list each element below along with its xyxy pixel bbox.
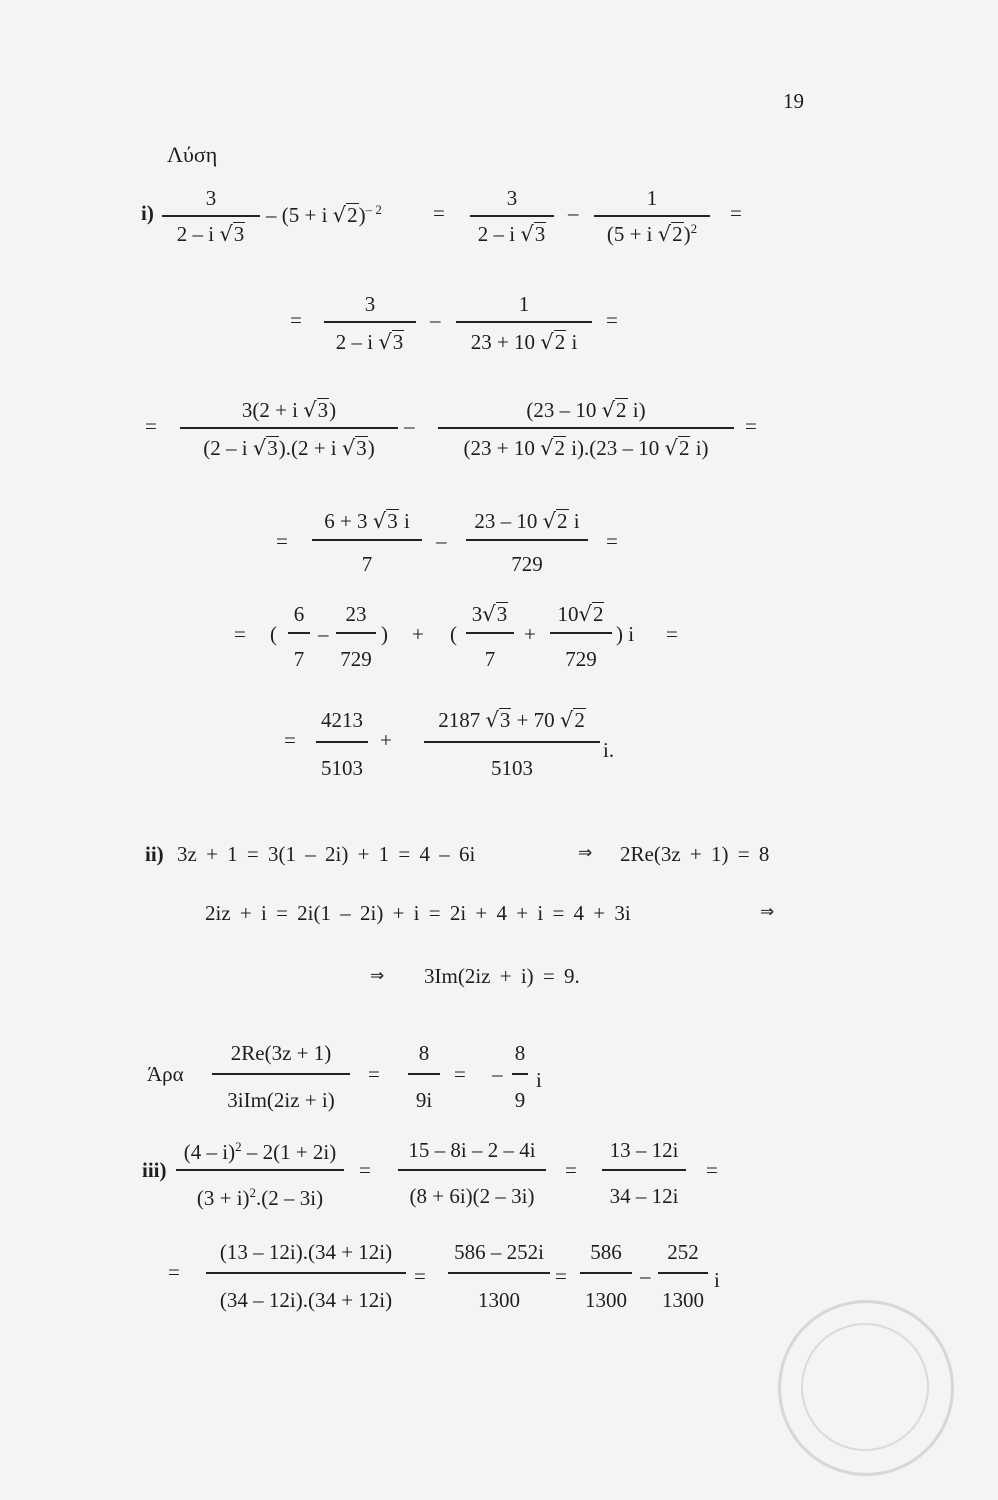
text: .(2 – 3i) <box>256 1186 324 1210</box>
radicand: 3 <box>387 509 398 533</box>
text: i) <box>690 436 709 460</box>
fraction <box>456 294 592 364</box>
text: (4 – i) <box>183 1140 236 1164</box>
fraction-bar <box>466 539 588 541</box>
numerator: 8 <box>514 1041 526 1065</box>
text: 10 <box>557 602 579 626</box>
radicand: 2 <box>592 602 604 626</box>
fraction <box>438 398 734 470</box>
library-stamp-inner-ring <box>801 1323 929 1451</box>
fraction <box>398 1140 546 1212</box>
sqrt-sign: √ <box>559 708 574 732</box>
numerator: 3 <box>506 186 518 210</box>
exponent: 2 <box>690 221 698 236</box>
radicand: 2 <box>347 203 358 227</box>
plus-sign: + <box>412 622 424 646</box>
imaginary-unit: i <box>536 1068 542 1092</box>
numerator <box>438 398 734 421</box>
numerator <box>550 602 612 625</box>
right-paren: ) <box>381 622 388 646</box>
denominator <box>456 330 592 353</box>
denominator: (8 + 6i)(2 – 3i) <box>409 1184 535 1208</box>
fraction-bar <box>316 741 368 743</box>
sqrt-sign: √ <box>482 602 496 626</box>
equation-line: 3z + 1 = 3(1 – 2i) + 1 = 4 – 6i <box>177 842 476 866</box>
numerator: (13 – 12i).(34 + 12i) <box>219 1240 393 1264</box>
text: – (5 + i <box>266 203 333 227</box>
fraction-bar <box>512 1073 528 1075</box>
denominator <box>162 222 260 245</box>
fraction <box>312 509 422 581</box>
fraction-bar <box>470 215 554 217</box>
fraction <box>176 1140 344 1212</box>
expression <box>266 203 382 226</box>
fraction-bar <box>594 215 710 217</box>
fraction-bar <box>398 1169 546 1171</box>
denominator <box>438 436 734 459</box>
fraction-bar <box>456 321 592 323</box>
numerator: 8 <box>418 1041 430 1065</box>
numerator <box>176 1140 344 1163</box>
fraction <box>424 708 600 780</box>
equals-sign: = <box>168 1260 180 1284</box>
exponent: 2 <box>235 1139 242 1154</box>
minus-sign: – <box>436 529 447 553</box>
equals-sign: = <box>368 1062 380 1086</box>
sqrt-sign: √ <box>252 436 267 460</box>
text: i).(23 – 10 <box>565 436 665 460</box>
denominator: 3iIm(2iz + i) <box>227 1088 335 1112</box>
denominator: 7 <box>484 647 496 671</box>
fraction <box>594 188 710 258</box>
radicand: 3 <box>356 436 367 460</box>
text: 2 – i <box>335 330 379 354</box>
text: 2 – i <box>176 222 220 246</box>
fraction <box>448 1242 550 1316</box>
equation-result: 3Im(2iz + i) = 9. <box>424 964 580 988</box>
equals-sign: = <box>555 1264 567 1288</box>
text: (23 + 10 <box>463 436 541 460</box>
part-ii-label: ii) <box>145 842 164 866</box>
numerator: 1 <box>518 292 530 316</box>
text: – 2(1 + 2i) <box>241 1140 337 1164</box>
fraction-bar <box>466 632 514 634</box>
sqrt-sign: √ <box>542 509 557 533</box>
denominator: 1300 <box>662 1288 704 1312</box>
plus-sign: + <box>380 728 392 752</box>
fraction-bar <box>212 1073 350 1075</box>
page-number: 19 <box>783 89 804 113</box>
fraction <box>512 1043 528 1113</box>
radicand: 3 <box>534 222 546 246</box>
text: 6 + 3 <box>324 509 373 533</box>
fraction-bar <box>288 632 310 634</box>
numerator: 586 <box>590 1240 622 1264</box>
equals-sign: = <box>290 308 302 332</box>
implies-arrow: ⇒ <box>760 902 775 922</box>
fraction-bar <box>424 741 600 743</box>
denominator: (34 – 12i).(34 + 12i) <box>219 1288 393 1312</box>
fraction-bar <box>180 427 398 429</box>
equals-sign: = <box>745 414 757 438</box>
equals-sign: = <box>234 622 246 646</box>
solution-heading: Λύση <box>167 142 218 167</box>
radicand: 2 <box>554 330 566 354</box>
fraction <box>336 604 376 670</box>
text: ) <box>329 398 337 422</box>
fraction-bar <box>580 1272 632 1274</box>
radicand: 2 <box>574 708 585 732</box>
sqrt-sign: √ <box>578 602 592 626</box>
equals-sign: = <box>454 1062 466 1086</box>
denominator <box>470 222 554 245</box>
numerator: 23 <box>345 602 367 626</box>
sqrt-sign: √ <box>303 398 317 422</box>
text: i <box>568 509 580 533</box>
numerator: 15 – 8i – 2 – 4i <box>408 1138 536 1162</box>
fraction-bar <box>324 321 416 323</box>
sqrt-sign: √ <box>332 203 347 227</box>
fraction <box>212 1043 350 1113</box>
text: ) <box>683 222 691 246</box>
fraction-bar <box>408 1073 440 1075</box>
equals-sign: = <box>414 1264 426 1288</box>
radicand: 2 <box>557 509 568 533</box>
sqrt-sign: √ <box>341 436 356 460</box>
equals-sign: = <box>276 529 288 553</box>
denominator <box>180 436 398 459</box>
radicand: 3 <box>392 330 404 354</box>
denominator: 7 <box>293 647 305 671</box>
text: i <box>566 330 578 354</box>
equals-sign: = <box>145 414 157 438</box>
minus-sign: – <box>568 201 579 225</box>
left-paren: ( <box>450 622 457 646</box>
numerator <box>466 509 588 532</box>
equals-sign: = <box>565 1158 577 1182</box>
equation-line: 2iz + i = 2i(1 – 2i) + i = 2i + 4 + i = 4 + 3i <box>205 901 631 925</box>
text: 3(2 + i <box>241 398 304 422</box>
text: (3 + i) <box>196 1186 250 1210</box>
equals-sign: = <box>606 308 618 332</box>
denominator <box>324 330 416 353</box>
text: ) <box>367 436 375 460</box>
fraction <box>324 294 416 364</box>
text: (23 – 10 <box>526 398 602 422</box>
sqrt-sign: √ <box>664 436 678 460</box>
text: ).(2 + i <box>278 436 342 460</box>
fraction-bar <box>438 427 734 429</box>
numerator: 13 – 12i <box>609 1138 679 1162</box>
part-i-label: i) <box>141 201 154 225</box>
text: 23 + 10 <box>470 330 541 354</box>
sqrt-sign: √ <box>657 222 672 246</box>
text: i) <box>627 398 646 422</box>
fraction <box>316 710 368 780</box>
numerator: 3 <box>205 186 217 210</box>
imaginary-unit: i <box>714 1268 720 1292</box>
fraction-bar <box>176 1169 344 1171</box>
denominator <box>594 222 710 245</box>
sqrt-sign: √ <box>485 708 499 732</box>
fraction-bar <box>448 1272 550 1274</box>
fraction <box>550 602 612 670</box>
text: 2187 <box>438 708 486 732</box>
fraction-bar <box>206 1272 406 1274</box>
text: (5 + i <box>606 222 658 246</box>
denominator: 1300 <box>585 1288 627 1312</box>
denominator: 729 <box>511 552 543 576</box>
denominator: 5103 <box>321 756 363 780</box>
text: (2 – i <box>203 436 253 460</box>
radicand: 2 <box>616 398 627 422</box>
implies-arrow: ⇒ <box>578 843 593 863</box>
library-stamp <box>778 1300 954 1476</box>
equation-result: 2Re(3z + 1) = 8 <box>620 842 770 866</box>
fraction-bar <box>312 539 422 541</box>
fraction <box>602 1140 686 1212</box>
plus-sign: + <box>524 622 536 646</box>
numerator: 1 <box>646 186 658 210</box>
fraction-bar <box>336 632 376 634</box>
minus-sign: – <box>640 1264 651 1288</box>
equals-sign: = <box>706 1158 718 1182</box>
equals-sign: = <box>359 1158 371 1182</box>
minus-sign: – <box>404 414 415 438</box>
fraction <box>658 1242 708 1316</box>
sqrt-sign: √ <box>378 330 392 354</box>
fraction <box>180 398 398 470</box>
text: i <box>398 509 410 533</box>
fraction <box>470 188 554 258</box>
fraction-bar <box>658 1272 708 1274</box>
exponent: – 2 <box>365 202 382 217</box>
ara-label: Άρα <box>147 1062 184 1086</box>
radicand: 3 <box>317 398 329 422</box>
fraction <box>466 509 588 581</box>
numerator: 4213 <box>321 708 363 732</box>
left-paren: ( <box>270 622 277 646</box>
fraction <box>162 188 260 258</box>
radicand: 3 <box>233 222 245 246</box>
sqrt-sign: √ <box>219 222 233 246</box>
sqrt-sign: √ <box>601 398 616 422</box>
numerator: 586 – 252i <box>454 1240 544 1264</box>
fraction-bar <box>602 1169 686 1171</box>
fraction-bar <box>162 215 260 217</box>
fraction <box>466 602 514 670</box>
radicand: 2 <box>678 436 690 460</box>
text: 3 <box>471 602 483 626</box>
text: 23 – 10 <box>474 509 543 533</box>
fraction <box>288 604 310 670</box>
equals-sign: = <box>730 201 742 225</box>
sqrt-sign: √ <box>540 330 554 354</box>
sqrt-sign: √ <box>372 509 387 533</box>
text: ) <box>358 203 366 227</box>
fraction <box>206 1242 406 1316</box>
denominator: 5103 <box>491 756 533 780</box>
numerator <box>180 398 398 421</box>
radicand: 2 <box>554 436 565 460</box>
denominator: 1300 <box>478 1288 520 1312</box>
text: + 70 <box>511 708 560 732</box>
imaginary-unit: i. <box>603 738 615 762</box>
sqrt-sign: √ <box>540 436 554 460</box>
equals-sign: = <box>606 529 618 553</box>
denominator: 729 <box>565 647 597 671</box>
radicand: 3 <box>499 708 511 732</box>
numerator: 6 <box>293 602 305 626</box>
implies-arrow: ⇒ <box>370 966 385 986</box>
equals-sign: = <box>433 201 445 225</box>
fraction <box>408 1043 440 1113</box>
denominator: 9 <box>514 1088 526 1112</box>
numerator: 252 <box>667 1240 699 1264</box>
denominator: 729 <box>340 647 372 671</box>
imaginary-unit: ) i <box>616 622 635 646</box>
part-iii-label: iii) <box>142 1158 167 1182</box>
minus-sign: – <box>492 1062 503 1086</box>
minus-sign: – <box>318 622 329 646</box>
equals-sign: = <box>284 728 296 752</box>
minus-sign: – <box>430 308 441 332</box>
numerator <box>466 602 514 625</box>
radicand: 2 <box>672 222 683 246</box>
numerator <box>312 509 422 532</box>
sqrt-sign: √ <box>520 222 534 246</box>
radicand: 3 <box>496 602 508 626</box>
numerator: 3 <box>364 292 376 316</box>
exponent: 2 <box>249 1185 257 1200</box>
equals-sign: = <box>666 622 678 646</box>
fraction <box>580 1242 632 1316</box>
denominator: 9i <box>415 1088 433 1112</box>
denominator: 34 – 12i <box>609 1184 679 1208</box>
numerator: 2Re(3z + 1) <box>230 1041 332 1065</box>
numerator <box>424 708 600 731</box>
radicand: 3 <box>267 436 278 460</box>
fraction-bar <box>550 632 612 634</box>
text: 2 – i <box>477 222 521 246</box>
denominator: 7 <box>361 552 373 576</box>
denominator <box>176 1186 344 1209</box>
